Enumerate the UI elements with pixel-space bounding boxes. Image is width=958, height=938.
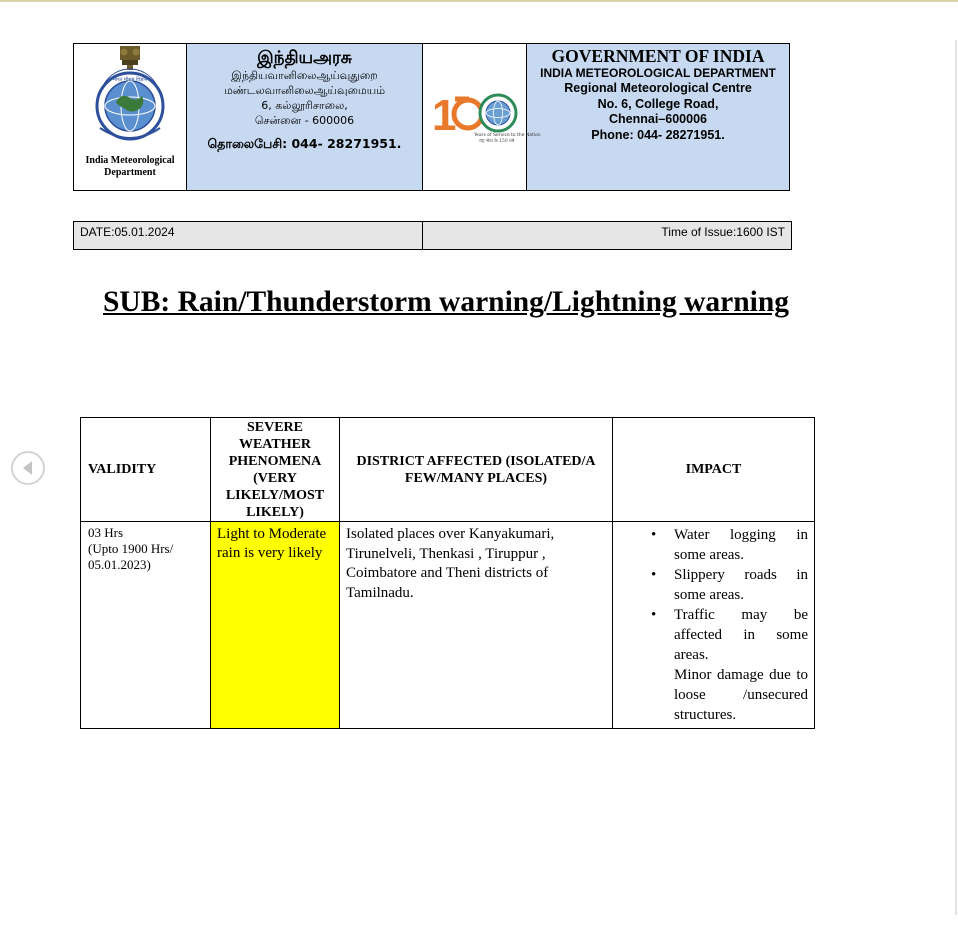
- district-cell: Isolated places over Kanyakumari, Tirunelveli, Thenkasi , Tiruppur , Coimbatore and Theni districts of Tamilnadu.: [340, 522, 613, 729]
- imd-logo-cell: [74, 44, 187, 191]
- warning-table: [80, 417, 815, 729]
- tamil-centre-line: மண்டலவானிலைஆய்வுமையம்: [223, 84, 386, 97]
- city-line: Chennai–600006: [609, 112, 707, 126]
- impact-item: • Water logging in some areas.: [674, 525, 808, 565]
- tamil-phone-line: தொலைபேசி: 044- 28271951.: [207, 136, 402, 151]
- road-line: No. 6, College Road,: [597, 96, 719, 111]
- issue-date: DATE:05.01.2024: [74, 222, 423, 250]
- govt-of-india-title: GOVERNMENT OF INDIA: [551, 46, 765, 66]
- tamil-dept-line: இந்தியவானிலைஆய்வுதுறை: [231, 69, 378, 82]
- imd-emblem-icon: [74, 44, 186, 150]
- svg-text:भारत मौसम विज्ञान: भारत मौसम विज्ञान: [112, 77, 148, 83]
- 150-digit-1: 1: [432, 91, 457, 140]
- col-header-phenomena: SEVERE WEATHER PHENOMENA (VERY LIKELY/MOST LIKELY): [211, 418, 340, 522]
- tamil-govt-title: இந்தியஅரசு: [257, 48, 352, 68]
- impact-list: [619, 525, 808, 725]
- imd-name-line1: India Meteorological: [85, 155, 175, 166]
- tamil-address-block: [187, 44, 423, 191]
- impact-item: • Traffic may be affected in some areas.: [674, 605, 808, 665]
- col-header-impact: IMPACT: [613, 418, 815, 522]
- chevron-left-icon: [23, 461, 32, 475]
- anniversary-logo-cell: [423, 44, 541, 191]
- table-row: [81, 522, 815, 729]
- impact-item: • Slippery roads in some areas.: [674, 565, 808, 605]
- tamil-road-line: 6, கல்லூரிசாலை,: [261, 99, 348, 112]
- col-header-validity: VALIDITY: [81, 418, 211, 522]
- 150-years-logo-icon: [423, 44, 541, 185]
- impact-cell: [613, 522, 815, 729]
- validity-duration: 03 Hrs: [88, 525, 124, 540]
- imd-name: [74, 155, 186, 179]
- 150-tagline: Years of Service to the Nation: [474, 133, 541, 138]
- english-address-block: [527, 44, 790, 191]
- phone-line: Phone: 044- 28271951.: [591, 127, 725, 142]
- imd-dept-line: INDIA METEOROLOGICAL DEPARTMENT: [540, 66, 776, 80]
- letterhead: [73, 43, 790, 191]
- issue-time: Time of Issue:1600 IST: [423, 222, 792, 250]
- impact-item: Minor damage due to loose /unsecured structures.: [674, 667, 808, 723]
- imd-name-line2: Department: [104, 167, 156, 178]
- table-header-row: [81, 418, 815, 522]
- phenomena-cell: Light to Moderate rain is very likely: [211, 522, 340, 729]
- validity-cell: [81, 522, 211, 729]
- validity-until: (Upto 1900 Hrs/ 05.01.2023): [88, 541, 174, 572]
- date-bar: [73, 221, 792, 250]
- rmc-line: Regional Meteorological Centre: [564, 81, 752, 95]
- 150-hindi-tagline: राष्ट्र सेवा के 150 वर्ष: [479, 139, 515, 144]
- col-header-district: DISTRICT AFFECTED (ISOLATED/A FEW/MANY PLACES): [340, 418, 613, 522]
- top-border-line: [0, 0, 958, 2]
- page-edge-line: [955, 40, 957, 915]
- previous-page-button[interactable]: [11, 451, 45, 485]
- tamil-city-line: சென்னை - 600006: [254, 114, 355, 127]
- subject-heading: SUB: Rain/Thunderstorm warning/Lightning warning: [103, 286, 790, 318]
